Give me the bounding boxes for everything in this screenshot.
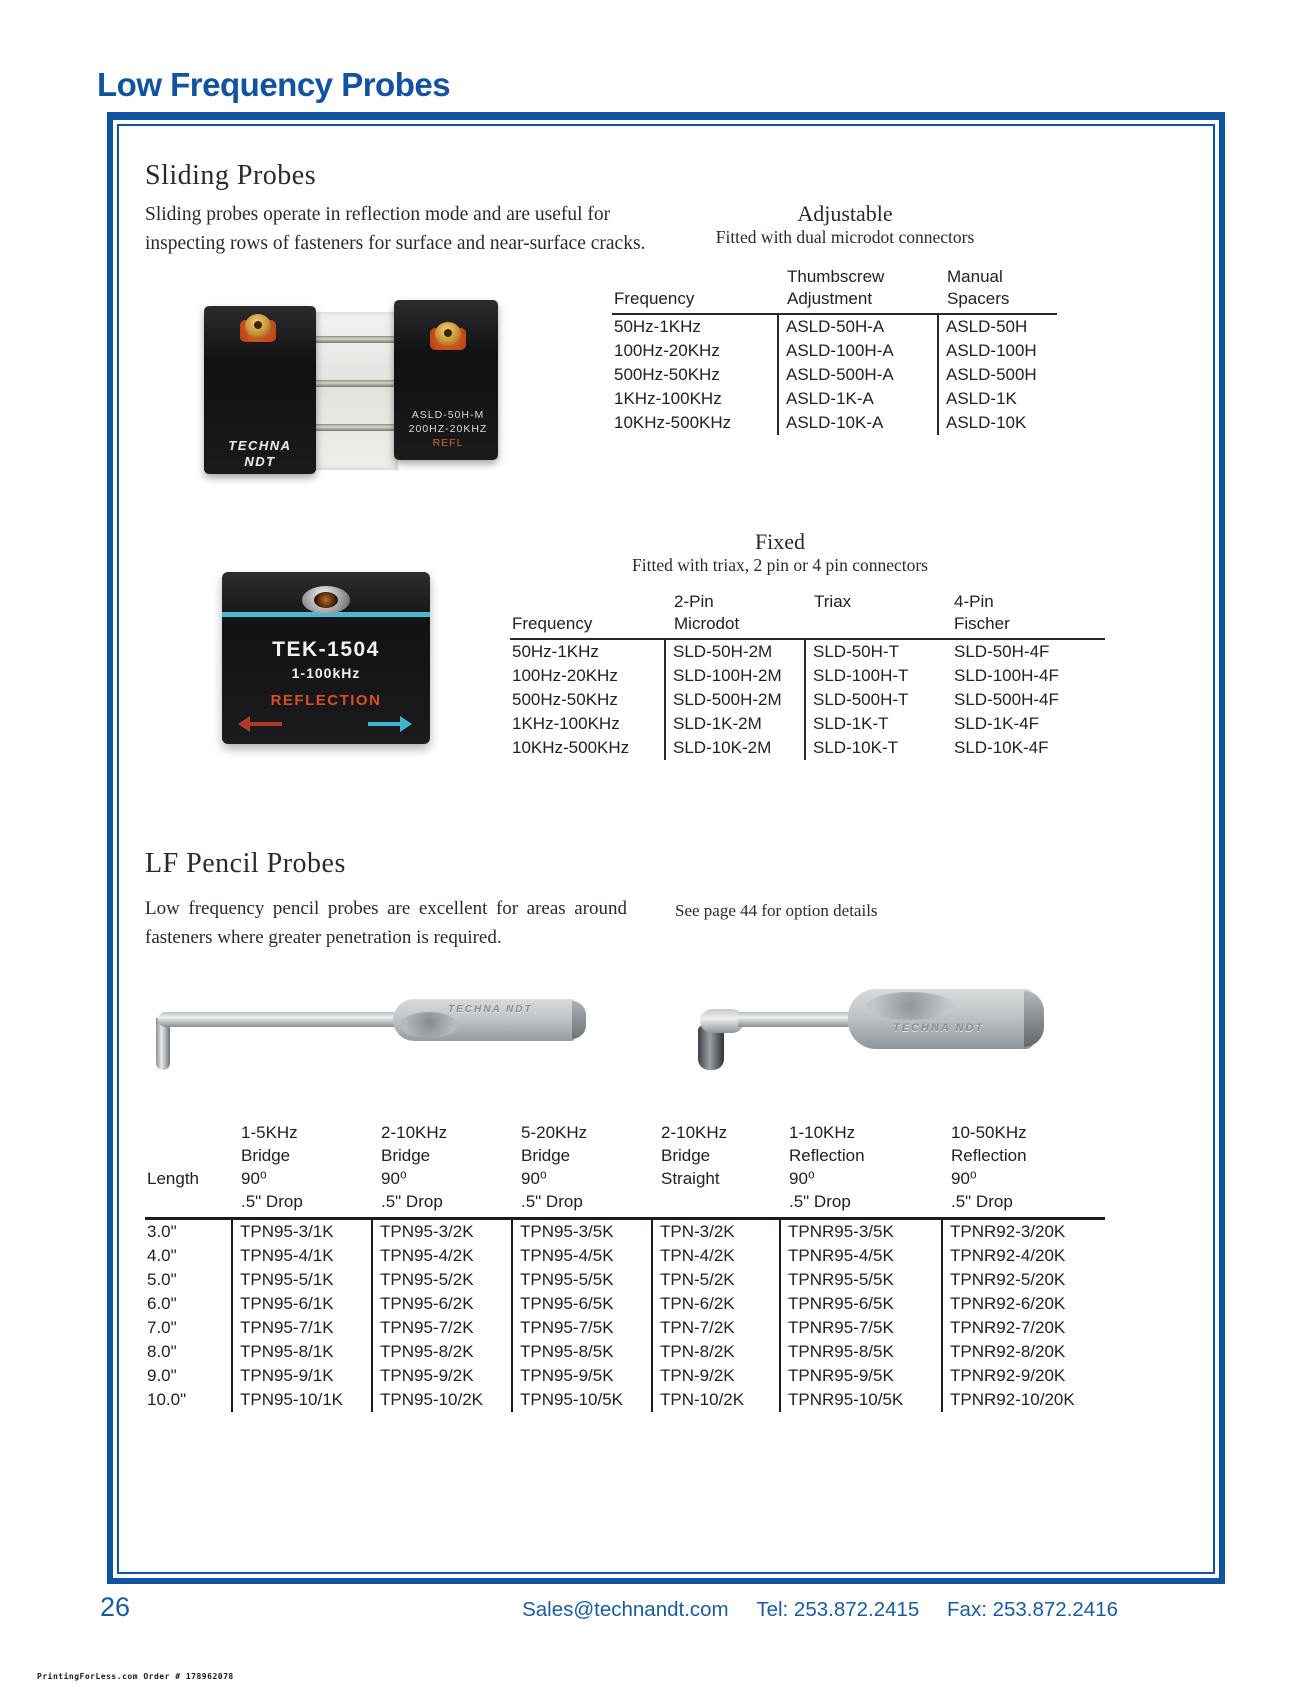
sliding-probes-description bbox=[145, 200, 645, 258]
table-row bbox=[510, 736, 1105, 760]
table-cell: SLD-500H-T bbox=[805, 688, 945, 712]
table-row bbox=[510, 639, 1105, 664]
table-cell: ASLD-100H-A bbox=[778, 339, 938, 363]
column-header-line: Straight bbox=[661, 1169, 720, 1188]
table-cell: 5.0" bbox=[147, 1270, 177, 1289]
column-header bbox=[938, 266, 1057, 314]
pencil-description-line-2: fasteners where greater penetration is required. bbox=[145, 927, 502, 948]
table-cell: TPN95-10/1K bbox=[232, 1388, 372, 1412]
column-header-line: 90⁰ bbox=[521, 1169, 547, 1188]
table-cell: TPNR92-6/20K bbox=[942, 1292, 1105, 1316]
column-header-line: 2-Pin bbox=[674, 592, 714, 611]
table-cell: 500Hz-50KHz bbox=[512, 690, 618, 709]
column-header-line: .5" Drop bbox=[241, 1192, 303, 1211]
adjustable-title: Adjustable bbox=[797, 201, 893, 226]
column-header-line: Bridge bbox=[381, 1146, 431, 1165]
fixed-subtitle: Fitted with triax, 2 pin or 4 pin connectors bbox=[632, 555, 928, 575]
table-cell: TPN95-8/2K bbox=[372, 1340, 512, 1364]
table-cell: SLD-100H-2M bbox=[665, 664, 805, 688]
column-header-line: Manual bbox=[947, 267, 1003, 286]
probe-brand-line-1: TECHNA bbox=[228, 438, 292, 453]
microdot-connector-icon bbox=[428, 320, 468, 352]
table-cell: TPN95-5/5K bbox=[512, 1268, 652, 1292]
column-header-line: .5" Drop bbox=[951, 1192, 1013, 1211]
column-header bbox=[512, 1121, 652, 1219]
column-header-line: Length bbox=[147, 1169, 199, 1188]
column-header-line: Frequency bbox=[512, 614, 593, 633]
column-header-line bbox=[147, 1121, 232, 1144]
left-arrow-icon bbox=[242, 722, 282, 726]
table-cell: TPN-9/2K bbox=[652, 1364, 780, 1388]
column-header bbox=[612, 266, 778, 314]
column-header bbox=[780, 1121, 942, 1219]
table-cell: SLD-100H-4F bbox=[954, 666, 1059, 685]
table-cell: TPN95-8/5K bbox=[512, 1340, 652, 1364]
table-cell: TPNR92-10/20K bbox=[942, 1388, 1105, 1412]
column-header-line: Bridge bbox=[521, 1146, 571, 1165]
footer-fax: Fax: 253.872.2416 bbox=[947, 1598, 1118, 1621]
table-cell: SLD-50H-2M bbox=[665, 639, 805, 664]
table-cell: ASLD-500H-A bbox=[778, 363, 938, 387]
table-cell: TPN95-4/2K bbox=[372, 1244, 512, 1268]
print-order-note: PrintingForLess.com Order # 178962078 bbox=[37, 1672, 234, 1681]
column-header-line: Frequency bbox=[614, 289, 695, 308]
column-header-line bbox=[661, 1190, 780, 1213]
column-header bbox=[778, 266, 938, 314]
column-header-line: .5" Drop bbox=[381, 1192, 443, 1211]
table-cell: TPN95-7/1K bbox=[232, 1316, 372, 1340]
pencil-probe-reflection-photo bbox=[688, 982, 1056, 1082]
table-cell: 1KHz-100KHz bbox=[512, 714, 620, 733]
table-cell: 50Hz-1KHz bbox=[614, 317, 701, 336]
table-cell: SLD-10K-4F bbox=[954, 738, 1049, 757]
table-cell: 10KHz-500KHz bbox=[512, 738, 630, 757]
footer-contact bbox=[500, 1598, 1118, 1622]
table-cell: TPN95-9/2K bbox=[372, 1364, 512, 1388]
table-cell: TPN95-8/1K bbox=[232, 1340, 372, 1364]
column-header-line: 1-5KHz bbox=[241, 1123, 298, 1142]
table-row bbox=[145, 1292, 1105, 1316]
table-cell: SLD-500H-4F bbox=[954, 690, 1059, 709]
column-header-line: 90⁰ bbox=[381, 1169, 407, 1188]
table-cell: TPN95-4/1K bbox=[232, 1244, 372, 1268]
adjustable-table-header-row bbox=[612, 266, 1057, 314]
table-cell: 3.0" bbox=[147, 1222, 177, 1241]
probe-end-cap bbox=[1024, 991, 1044, 1047]
tek-model-label: TEK-1504 bbox=[272, 638, 380, 661]
table-cell: TPN95-4/5K bbox=[512, 1244, 652, 1268]
table-cell: ASLD-10K bbox=[938, 411, 1057, 435]
table-cell: ASLD-100H bbox=[938, 339, 1057, 363]
table-cell: SLD-10K-2M bbox=[665, 736, 805, 760]
page-title: Low Frequency Probes bbox=[97, 66, 451, 103]
pencil-option-note: See page 44 for option details bbox=[675, 901, 878, 920]
table-cell: SLD-100H-T bbox=[805, 664, 945, 688]
adjustable-title-block bbox=[695, 201, 995, 248]
pencil-probe-90-photo bbox=[148, 982, 588, 1082]
table-row bbox=[510, 664, 1105, 688]
table-row bbox=[612, 314, 1057, 339]
table-row bbox=[145, 1388, 1105, 1412]
pencil-probes-heading: LF Pencil Probes bbox=[145, 848, 346, 879]
pencil-probes-table bbox=[145, 1121, 1105, 1412]
table-cell: SLD-1K-4F bbox=[954, 714, 1040, 733]
probe-connector-icon bbox=[302, 586, 350, 614]
column-header bbox=[945, 591, 1105, 639]
table-row bbox=[510, 688, 1105, 712]
column-header-line: 90⁰ bbox=[789, 1169, 815, 1188]
table-cell: ASLD-1K-A bbox=[778, 387, 938, 411]
table-cell: 6.0" bbox=[147, 1294, 177, 1313]
table-cell: TPNR92-3/20K bbox=[942, 1219, 1105, 1245]
column-header-line: 4-Pin bbox=[954, 592, 994, 611]
adjustable-table bbox=[612, 266, 1057, 435]
table-cell: TPN-3/2K bbox=[652, 1219, 780, 1245]
column-header-line: Thumbscrew bbox=[787, 267, 885, 286]
right-arrow-icon bbox=[368, 722, 408, 726]
column-header bbox=[652, 1121, 780, 1219]
table-cell: TPNR92-9/20K bbox=[942, 1364, 1105, 1388]
probe-brand-engraving: TECHNA NDT bbox=[448, 1004, 533, 1015]
table-cell: TPNR95-4/5K bbox=[780, 1244, 942, 1268]
column-header-line: Microdot bbox=[674, 614, 740, 633]
table-row bbox=[145, 1268, 1105, 1292]
adjustable-subtitle: Fitted with dual microdot connectors bbox=[715, 227, 975, 247]
table-row bbox=[145, 1219, 1105, 1245]
table-cell: SLD-1K-T bbox=[805, 712, 945, 736]
sliding-description-line-1: Sliding probes operate in reflection mode and are useful for bbox=[145, 204, 611, 225]
column-header-line bbox=[147, 1190, 232, 1213]
table-cell: SLD-500H-2M bbox=[665, 688, 805, 712]
column-header-line: 90⁰ bbox=[241, 1169, 267, 1188]
probe-brand-engraving: TECHNA NDT bbox=[893, 1022, 985, 1034]
pencil-probes-description bbox=[145, 894, 627, 952]
table-row bbox=[145, 1316, 1105, 1340]
column-header-line: .5" Drop bbox=[789, 1192, 851, 1211]
table-cell: 8.0" bbox=[147, 1342, 177, 1361]
column-header-line: 1-10KHz bbox=[789, 1123, 856, 1142]
column-header-line bbox=[147, 1144, 232, 1167]
table-cell: 100Hz-20KHz bbox=[512, 666, 618, 685]
probe-brand-line-2: NDT bbox=[244, 454, 276, 469]
table-cell: 1KHz-100KHz bbox=[614, 389, 722, 408]
column-header-line: Triax bbox=[814, 592, 852, 611]
probe-brand-label bbox=[204, 438, 316, 470]
tek-mode-label: REFLECTION bbox=[270, 692, 382, 709]
table-cell: 10KHz-500KHz bbox=[614, 413, 732, 432]
table-row bbox=[145, 1340, 1105, 1364]
fixed-title: Fixed bbox=[754, 529, 806, 554]
column-header bbox=[510, 591, 665, 639]
probe-model-label bbox=[400, 408, 496, 450]
table-cell: TPN95-6/1K bbox=[232, 1292, 372, 1316]
table-cell: SLD-1K-2M bbox=[665, 712, 805, 736]
table-cell: ASLD-500H bbox=[938, 363, 1057, 387]
sliding-probes-heading: Sliding Probes bbox=[145, 160, 317, 191]
tek-probe-photo bbox=[222, 572, 430, 744]
table-cell: TPN95-5/1K bbox=[232, 1268, 372, 1292]
probe-shaft bbox=[738, 1012, 856, 1027]
footer-email: Sales@technandt.com bbox=[522, 1598, 729, 1621]
table-cell: TPN95-10/2K bbox=[372, 1388, 512, 1412]
table-cell: TPNR95-6/5K bbox=[780, 1292, 942, 1316]
table-cell: TPN-6/2K bbox=[652, 1292, 780, 1316]
column-header bbox=[805, 591, 945, 639]
table-cell: TPNR95-8/5K bbox=[780, 1340, 942, 1364]
column-header-line: Reflection bbox=[951, 1146, 1027, 1165]
table-cell: TPNR95-3/5K bbox=[780, 1219, 942, 1245]
table-cell: TPN95-5/2K bbox=[372, 1268, 512, 1292]
probe-body-detail bbox=[866, 992, 954, 1020]
sliding-probe-photo bbox=[200, 298, 500, 485]
table-cell: TPN-5/2K bbox=[652, 1268, 780, 1292]
table-cell: TPN-7/2K bbox=[652, 1316, 780, 1340]
table-cell: TPN95-7/2K bbox=[372, 1316, 512, 1340]
fixed-title-block bbox=[630, 529, 930, 576]
column-header-line: 2-10KHz bbox=[381, 1123, 448, 1142]
column-header-line bbox=[614, 266, 778, 288]
column-header-line: Adjustment bbox=[787, 289, 873, 308]
table-cell: TPNR92-4/20K bbox=[942, 1244, 1105, 1268]
table-row bbox=[612, 411, 1057, 435]
table-cell: TPN95-6/2K bbox=[372, 1292, 512, 1316]
table-cell: 500Hz-50KHz bbox=[614, 365, 720, 384]
table-cell: 10.0" bbox=[147, 1390, 187, 1409]
column-header-line: Bridge bbox=[241, 1146, 291, 1165]
table-cell: 9.0" bbox=[147, 1366, 177, 1385]
table-cell: TPN95-3/5K bbox=[512, 1219, 652, 1245]
table-cell: 50Hz-1KHz bbox=[512, 642, 599, 661]
fixed-table-header-row bbox=[510, 591, 1105, 639]
table-cell: TPN95-3/2K bbox=[372, 1219, 512, 1245]
column-header-line: 2-10KHz bbox=[661, 1123, 728, 1142]
table-row bbox=[612, 387, 1057, 411]
probe-model-number: ASLD-50H-M bbox=[411, 409, 485, 421]
probe-grip-detail bbox=[400, 1012, 458, 1038]
column-header-line: Spacers bbox=[947, 289, 1010, 308]
table-cell: TPNR92-8/20K bbox=[942, 1340, 1105, 1364]
footer-telephone: Tel: 253.872.2415 bbox=[756, 1598, 920, 1621]
table-row bbox=[612, 363, 1057, 387]
table-cell: TPN95-9/5K bbox=[512, 1364, 652, 1388]
table-cell: SLD-10K-T bbox=[805, 736, 945, 760]
probe-shaft bbox=[158, 1012, 400, 1027]
column-header bbox=[372, 1121, 512, 1219]
table-cell: 7.0" bbox=[147, 1318, 177, 1337]
table-cell: ASLD-10K-A bbox=[778, 411, 938, 435]
column-header-line: 5-20KHz bbox=[521, 1123, 588, 1142]
table-cell: ASLD-1K bbox=[938, 387, 1057, 411]
probe-mode-label: REFL bbox=[432, 437, 464, 449]
pencil-description-line-1: Low frequency pencil probes are excellent for areas around bbox=[145, 898, 627, 919]
column-header-line: 10-50KHz bbox=[951, 1123, 1027, 1142]
table-cell: SLD-50H-T bbox=[805, 639, 945, 664]
table-cell: TPN-8/2K bbox=[652, 1340, 780, 1364]
table-cell: TPNR95-7/5K bbox=[780, 1316, 942, 1340]
column-header-line bbox=[512, 591, 665, 613]
table-cell: 4.0" bbox=[147, 1246, 177, 1265]
table-cell: TPN95-6/5K bbox=[512, 1292, 652, 1316]
table-cell: TPNR92-7/20K bbox=[942, 1316, 1105, 1340]
table-row bbox=[510, 712, 1105, 736]
table-row bbox=[612, 339, 1057, 363]
column-header-line: Fischer bbox=[954, 614, 1010, 633]
column-header-line: 90⁰ bbox=[951, 1169, 977, 1188]
table-cell: TPNR95-9/5K bbox=[780, 1364, 942, 1388]
column-header-line bbox=[814, 613, 945, 635]
fixed-table bbox=[510, 591, 1105, 760]
column-header-line: Reflection bbox=[789, 1146, 865, 1165]
table-cell: TPN-10/2K bbox=[652, 1388, 780, 1412]
microdot-connector-icon bbox=[238, 312, 278, 344]
table-cell: ASLD-50H bbox=[938, 314, 1057, 339]
pencil-table-header-row bbox=[145, 1121, 1105, 1219]
column-header bbox=[145, 1121, 232, 1219]
column-header-line: Bridge bbox=[661, 1146, 711, 1165]
sliding-description-line-2: inspecting rows of fasteners for surface and near-surface cracks. bbox=[145, 233, 646, 254]
probe-frequency-range: 200HZ-20KHZ bbox=[408, 423, 488, 435]
table-cell: TPN95-3/1K bbox=[232, 1219, 372, 1245]
table-cell: SLD-50H-4F bbox=[954, 642, 1050, 661]
table-cell: TPN95-7/5K bbox=[512, 1316, 652, 1340]
table-cell: TPNR95-10/5K bbox=[780, 1388, 942, 1412]
table-row bbox=[145, 1244, 1105, 1268]
column-header bbox=[665, 591, 805, 639]
probe-end-cap bbox=[572, 1001, 586, 1039]
table-cell: TPN-4/2K bbox=[652, 1244, 780, 1268]
column-header-line: .5" Drop bbox=[521, 1192, 583, 1211]
table-cell: TPN95-10/5K bbox=[512, 1388, 652, 1412]
table-row bbox=[145, 1364, 1105, 1388]
tek-range-label: 1-100kHz bbox=[291, 665, 361, 681]
table-cell: TPNR92-5/20K bbox=[942, 1268, 1105, 1292]
table-cell: ASLD-50H-A bbox=[778, 314, 938, 339]
table-cell: TPN95-9/1K bbox=[232, 1364, 372, 1388]
column-header bbox=[232, 1121, 372, 1219]
table-cell: TPNR95-5/5K bbox=[780, 1268, 942, 1292]
page-number: 26 bbox=[100, 1592, 131, 1622]
column-header bbox=[942, 1121, 1105, 1219]
table-cell: 100Hz-20KHz bbox=[614, 341, 720, 360]
